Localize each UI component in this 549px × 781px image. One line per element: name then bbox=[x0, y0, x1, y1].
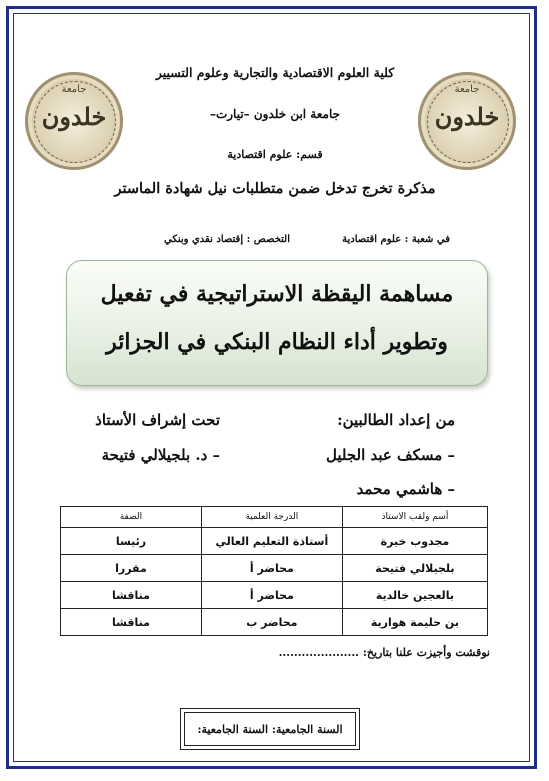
thesis-title-line-1: مساهمة اليقظة الاستراتيجية في تفعيل bbox=[100, 281, 454, 307]
department-name: قسم: علوم اقتصادية bbox=[227, 148, 323, 161]
column-header-role: الصفة bbox=[61, 507, 202, 528]
seal-top-text: جامعة bbox=[61, 84, 87, 95]
table-row bbox=[61, 582, 488, 609]
jury-table bbox=[60, 506, 488, 636]
academic-year-label: السنة الجامعية: السنة الجامعية: bbox=[184, 712, 356, 746]
memo-line: مذكرة تخرج تدخل ضمن متطلبات نيل شهادة الماستر bbox=[114, 180, 436, 197]
university-name: جامعة ابن خلدون –تيارت– bbox=[209, 107, 341, 121]
jury-member-role: مقررا bbox=[61, 555, 202, 582]
table-row bbox=[61, 528, 488, 555]
jury-member-rank: محاضر أ bbox=[201, 582, 342, 609]
academic-year-box bbox=[180, 708, 360, 750]
thesis-title-box bbox=[66, 260, 488, 386]
column-header-name: أسم ولقب الاستاذ bbox=[342, 507, 487, 528]
branch-line: في شعبة : علوم اقتصادية bbox=[342, 234, 450, 245]
jury-member-role: مناقشا bbox=[61, 582, 202, 609]
jury-member-rank: محاضر ب bbox=[201, 609, 342, 636]
jury-member-rank: محاضر أ bbox=[201, 555, 342, 582]
jury-table-header bbox=[61, 507, 488, 528]
table-row bbox=[61, 555, 488, 582]
jury-member-role: مناقشا bbox=[61, 609, 202, 636]
discussion-date-line: نوقشت وأجيزت علنا بتاريخ: ..................... bbox=[278, 646, 490, 659]
student-name: – مسكف عبد الجليل bbox=[325, 446, 455, 464]
specialty-line: التخصص : إقتصاد نقدي وبنكي bbox=[164, 234, 290, 245]
jury-member-name: بلجيلالي فتيحة bbox=[342, 555, 487, 582]
supervisor-name: – د. بلجيلالي فتيحة bbox=[101, 446, 220, 464]
supervised-by-label: تحت إشراف الأستاذ bbox=[95, 411, 220, 429]
thesis-title-line-2: وتطوير أداء النظام البنكي في الجزائر bbox=[106, 329, 448, 355]
jury-member-name: بن حليمة هوارية bbox=[342, 609, 487, 636]
student-name: – هاشمي محمد bbox=[356, 480, 455, 498]
university-seal-right bbox=[418, 72, 516, 170]
prepared-by-label: من إعداد الطالبين: bbox=[337, 411, 455, 429]
jury-member-name: بالعجين خالدية bbox=[342, 582, 487, 609]
seal-top-text: جامعة bbox=[454, 84, 480, 95]
table-row bbox=[61, 609, 488, 636]
faculty-name: كلية العلوم الاقتصادية والتجارية وعلوم التسيير bbox=[155, 65, 395, 80]
jury-member-role: رئيسا bbox=[61, 528, 202, 555]
seal-glyph: خلدون bbox=[41, 102, 107, 131]
jury-member-rank: أستاذة التعليم العالي bbox=[201, 528, 342, 555]
university-seal-left bbox=[25, 72, 123, 170]
seal-glyph: خلدون bbox=[434, 102, 500, 131]
column-header-rank: الدرجة العلمية bbox=[201, 507, 342, 528]
jury-member-name: مجدوب خيرة bbox=[342, 528, 487, 555]
